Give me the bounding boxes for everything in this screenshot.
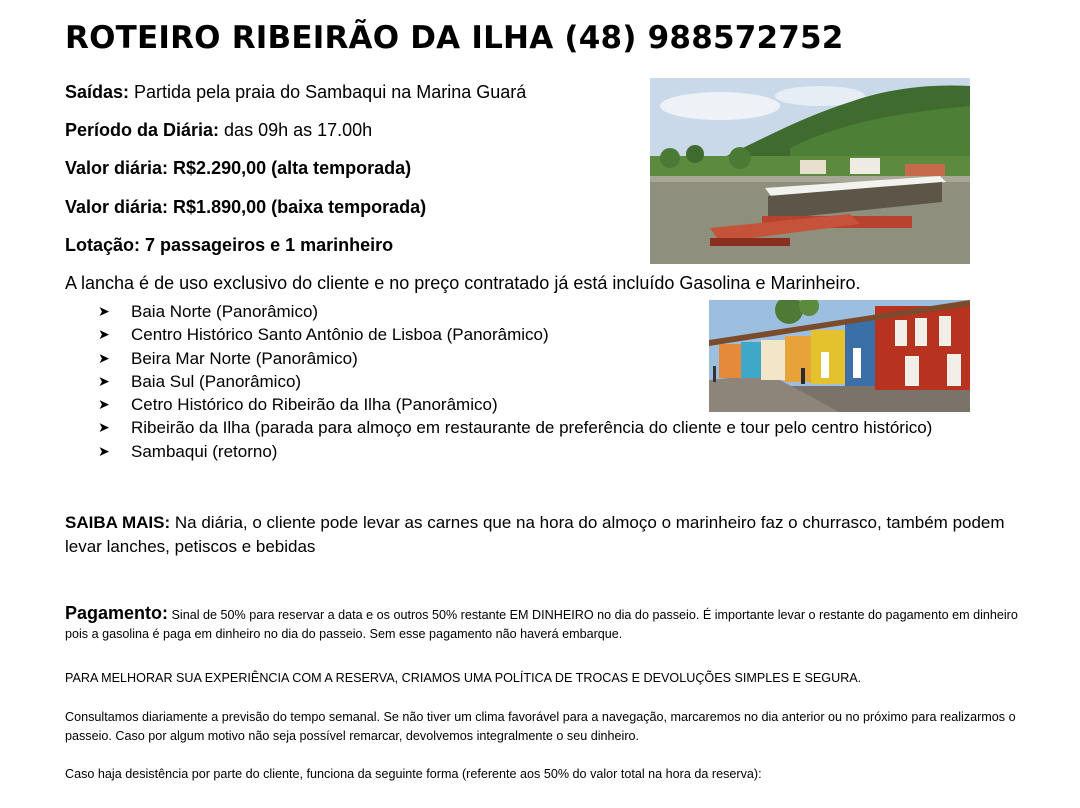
saiba-mais-paragraph [65,511,1025,559]
arrow-bullet-icon: ➤ [98,442,110,459]
arrow-bullet-icon: ➤ [98,303,110,319]
saidas-line [65,82,526,103]
pagamento-text: Sinal de 50% para reservar a data e os outros 50% restante EM DINHEIRO no dia do passeio. É importante levar o restante do pagamento em dinheiro pois a gasolina é paga em dinheiro no dia do passeio. Sem esse pagamento não haverá embarque. [65,608,1018,641]
list-item [98,416,932,439]
pagamento-paragraph [65,604,1025,644]
clima-paragraph: Consultamos diariamente a previsão do tempo semanal. Se não tiver um clima favorável para a navegação, marcaremos no dia anterior ou no próximo para realizarmos o passeio. Caso por algum motivo não seja possível remarcar, devolvemos integralmente o seu dinheiro. [65,710,1016,743]
valor-baixa-line [65,197,426,218]
lancha-line: A lancha é de uso exclusivo do cliente e no preço contratado já está incluído Gasolina e Marinheiro. [65,273,861,293]
document-title: ROTEIRO RIBEIRÃO DA ILHA (48) 988572752 [65,20,844,56]
stop-label: Cetro Histórico do Ribeirão da Ilha (Panorâmico) [131,395,498,415]
arrow-bullet-icon: ➤ [98,419,110,436]
pier-photo [650,78,970,264]
arrow-bullet-icon: ➤ [98,372,110,389]
stop-label: Beira Mar Norte (Panorâmico) [131,348,358,368]
valor-baixa: Valor diária: R$1.890,00 (baixa temporada) [65,197,427,217]
periodo-line [65,120,372,141]
politica-paragraph: PARA MELHORAR SUA EXPERIÊNCIA COM A RESERVA, CRIAMOS UMA POLÍTICA DE TROCAS E DEVOLUÇÕES SIMPLES E SEGURA. [65,671,862,685]
stop-label: Baia Norte (Panorâmico) [131,302,319,321]
periodo-value: das 09h as 17.00h [219,120,373,140]
stop-label: Baia Sul (Panorâmico) [131,371,302,391]
valor-alta-line [65,158,411,179]
pagamento-label: Pagamento: [65,603,169,623]
lotacao-line [65,235,393,256]
periodo-label: Período da Diária: [65,120,220,140]
stop-label: Sambaqui (retorno) [131,441,278,461]
arrow-bullet-icon: ➤ [98,396,110,413]
list-item [98,440,932,463]
arrow-bullet-icon: ➤ [98,326,110,343]
saidas-label: Saídas: [65,82,130,102]
saiba-mais-label: SAIBA MAIS: [65,513,171,532]
saidas-value: Partida pela praia do Sambaqui na Marina Guará [129,82,527,102]
arrow-bullet-icon: ➤ [98,349,110,366]
valor-alta: Valor diária: R$2.290,00 (alta temporada) [65,158,412,178]
lotacao: Lotação: 7 passageiros e 1 marinheiro [65,235,394,255]
colonial-street-photo [709,300,970,412]
desistencia-paragraph: Caso haja desistência por parte do cliente, funciona da seguinte forma (referente aos 50% do valor total na hora da reserva): [65,767,762,781]
saiba-mais-text: Na diária, o cliente pode levar as carnes que na hora do almoço o marinheiro faz o churrasco, também podem levar lanches, petiscos e bebidas [65,513,1005,556]
stop-label: Centro Histórico Santo Antônio de Lisboa (Panorâmico) [131,325,549,345]
stop-label: Ribeirão da Ilha (parada para almoço em restaurante de preferência do cliente e tour pelo centro histórico) [131,418,933,438]
